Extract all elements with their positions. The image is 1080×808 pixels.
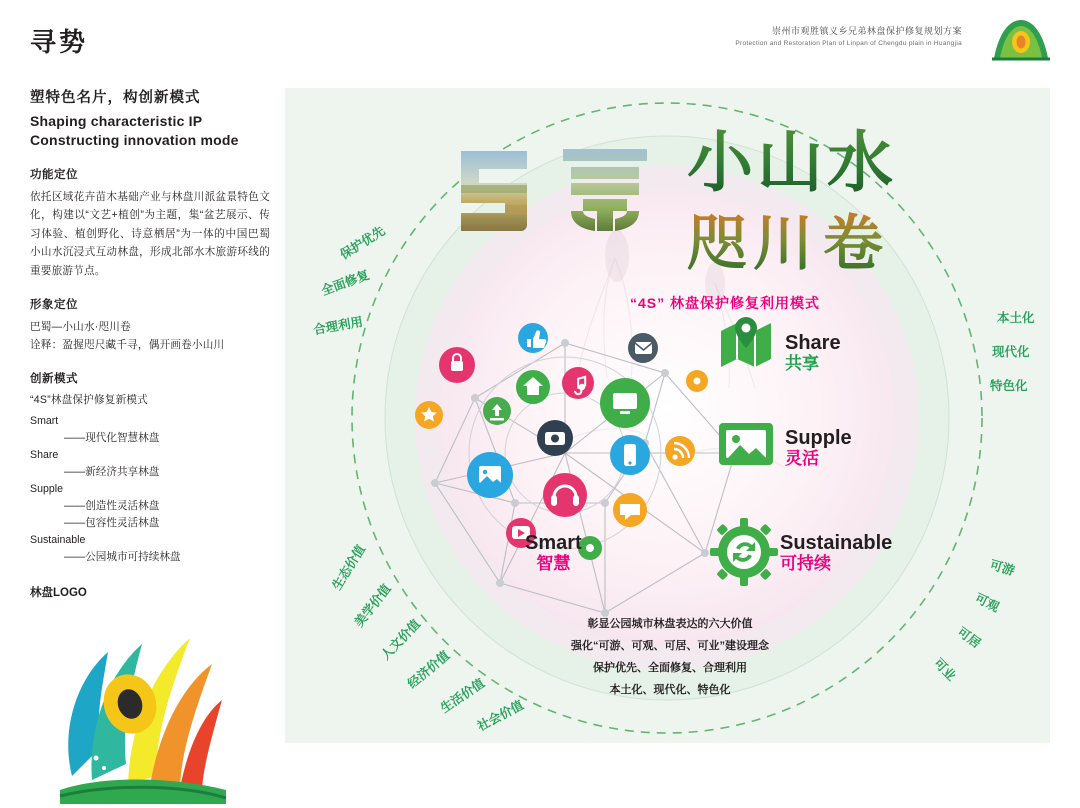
ring-label-economic-value: 经济价值 <box>404 648 453 692</box>
ring-label-protection-first: 保护优先 <box>337 223 388 263</box>
pillar-smart-en: Smart <box>525 532 582 554</box>
diagram-summary-line: 彰显公园城市林盘表达的六大价值 <box>587 618 753 630</box>
ring-label-rational-use: 合理利用 <box>312 314 365 338</box>
ring-label-business: 可业 <box>931 655 959 684</box>
pillar-share <box>785 333 841 374</box>
node-chat-icon <box>613 493 647 527</box>
node-music-icon <box>562 367 594 399</box>
section-image-line1: 巴蜀—小山水·咫川卷 <box>30 321 131 334</box>
wordart-char-shui: 水 <box>827 125 893 199</box>
wordart-char-shan: 山 <box>757 125 823 199</box>
project-caption-en: Protection and Restoration Plan of Linpan of Chengdu plain in Huangjia <box>735 40 962 47</box>
page-title: 寻势 <box>30 27 89 57</box>
diagram-summary-line: 保护优先、全面修复、合理利用 <box>593 662 747 674</box>
ring-label-living-value: 生活价值 <box>437 676 488 716</box>
pillar-share-en: Share <box>785 332 841 354</box>
pillar-smart <box>525 533 582 574</box>
node-star-icon <box>415 401 443 429</box>
innovation-row-name: Supple <box>30 482 63 495</box>
section-function-heading: 功能定位 <box>30 168 78 181</box>
node-image-icon <box>467 452 513 498</box>
wordart-char-chuan: 川 <box>753 210 813 277</box>
diagram-summary <box>460 613 880 701</box>
lead-title-en-line1: Shaping characteristic IP <box>30 112 203 129</box>
linpan-logo <box>30 608 230 808</box>
diagram-summary-line: 强化“可游、可观、可居、可业”建设理念 <box>571 640 769 652</box>
pillar-sustainable-en: Sustainable <box>780 532 893 554</box>
lead-title-en-line2: Constructing innovation mode <box>30 131 239 148</box>
innovation-row-name: Share <box>30 449 59 462</box>
wordart-siquanjuan <box>685 206 900 278</box>
ring-label-social-value: 社会价值 <box>475 697 526 734</box>
pillar-supple-en: Supple <box>785 427 852 449</box>
section-image-heading: 形象定位 <box>30 299 78 312</box>
ring-label-ecological-value: 生态价值 <box>329 542 369 593</box>
node-upload-icon <box>483 397 511 425</box>
section-function-body: 依托区域花卉苗木基础产业与林盘川派盆景特色文化，构建以“文艺+植创”为主题，集“盆艺展示、传习体验、植创野化、诗意栖居”为一体的中国巴蜀小山水沉浸式互动林盘，形成北部水木旅游环线的重要旅游节点。 <box>30 190 270 277</box>
image-frame-icon <box>715 413 777 475</box>
wordart-char-zhi: 咫 <box>687 210 747 277</box>
innovation-row-sub: ——新经济共享林盘 <box>64 466 160 478</box>
wordart-char-juan: 卷 <box>823 210 883 277</box>
wordart-shu <box>553 143 658 238</box>
ring-label-dwelling: 可居 <box>954 624 984 651</box>
ring-label-localization: 本土化 <box>997 311 1035 325</box>
innovation-subtitle: “4S”林盘保护修复新模式 <box>30 394 148 407</box>
project-caption <box>735 24 962 47</box>
diagram-title-4s: “4S” 林盘保护修复利用模式 <box>629 295 820 311</box>
pillar-sustainable-cn: 可持续 <box>780 554 831 573</box>
concept-diagram-panel <box>285 88 1050 743</box>
pillar-share-cn: 共享 <box>785 354 819 373</box>
wordart-char-xiao: 小 <box>687 125 753 199</box>
node-smartphone-icon <box>610 435 650 475</box>
node-camera-icon <box>537 420 573 456</box>
ring-label-modernization: 现代化 <box>992 345 1030 359</box>
innovation-row-sub: ——现代化智慧林盘 <box>64 432 160 445</box>
ring-label-characterization: 特色化 <box>990 379 1028 393</box>
node-monitor-icon <box>600 378 650 428</box>
pillar-sustainable <box>780 533 892 574</box>
node-orange-dot-icon <box>686 370 708 392</box>
innovation-row-sub: ——公园城市可持续林盘 <box>64 550 181 563</box>
node-headphones-icon <box>543 473 587 517</box>
node-home-icon <box>516 370 550 404</box>
linpan-logo-heading: 林盘LOGO <box>30 586 87 599</box>
page-header <box>0 0 1080 74</box>
recycle-gear-icon <box>710 518 772 580</box>
innovation-row-sub: ——包容性灵活林盘 <box>64 516 160 529</box>
pillar-supple-cn: 灵活 <box>785 449 819 468</box>
pillar-supple <box>785 428 852 469</box>
node-thumbsup-icon <box>518 323 548 353</box>
diagram-summary-line: 本土化、现代化、特色化 <box>609 684 731 696</box>
project-logo <box>990 18 1052 62</box>
ring-label-touring: 可游 <box>988 557 1017 579</box>
wordart-xiaoshanshui <box>685 123 900 203</box>
share-location-icon <box>715 313 777 375</box>
pillar-smart-cn: 智慧 <box>536 554 571 573</box>
lead-title-cn: 塑特色名片，构创新模式 <box>30 90 201 106</box>
innovation-row-sub: ——创造性灵活林盘 <box>64 499 160 512</box>
node-rss-icon <box>665 436 695 466</box>
section-innovation <box>30 370 270 565</box>
project-caption-cn: 崇州市观胜镇义乡兄弟林盘保护修复规划方案 <box>771 26 962 36</box>
node-lock-icon <box>439 347 475 383</box>
ring-label-full-restoration: 全面修复 <box>319 267 372 299</box>
section-image-line2: 诠释：盈握咫尺藏千寻，偶开画卷小山川 <box>30 339 225 352</box>
section-image <box>30 296 270 354</box>
ring-label-cultural-value: 人文价值 <box>378 616 424 663</box>
node-mail-icon <box>628 333 658 363</box>
left-column <box>30 88 270 808</box>
section-innovation-heading: 创新模式 <box>30 373 78 386</box>
ring-label-viewing: 可观 <box>972 591 1002 615</box>
section-function <box>30 166 270 281</box>
ring-label-aesthetic-value: 美学价值 <box>351 581 394 630</box>
wordart-ba <box>447 143 552 238</box>
innovation-row-name: Smart <box>30 415 59 428</box>
lead-title-en <box>30 112 270 150</box>
innovation-row-name: Sustainable <box>30 533 86 546</box>
